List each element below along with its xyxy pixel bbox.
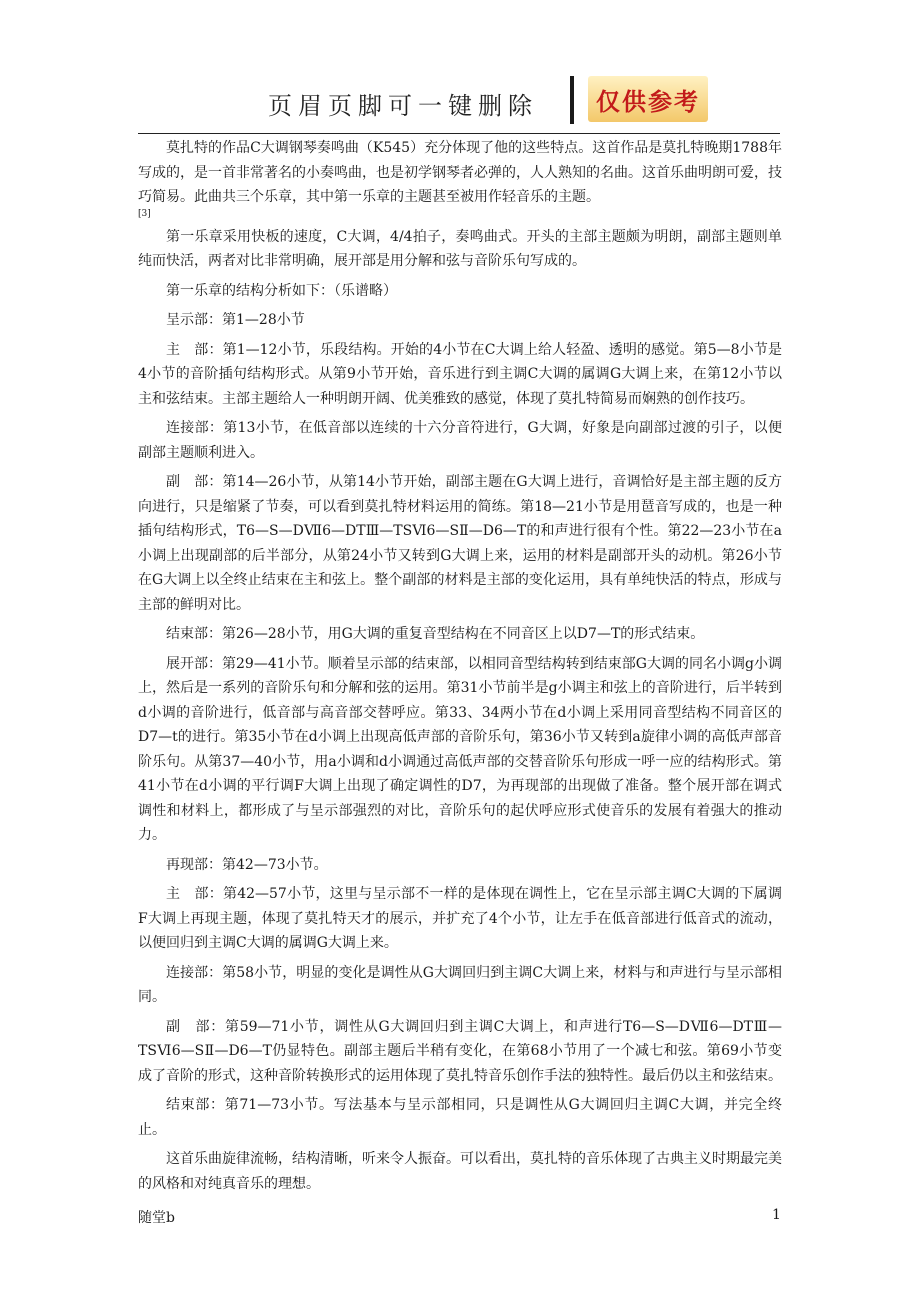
document-body	[138, 136, 782, 1201]
paragraph: 主 部：第1—12小节，乐段结构。开始的4小节在C大调上给人轻盈、透明的感觉。第5—8小节是4小节的音阶插句结构形式。从第9小节开始，音乐进行到主调C大调的属调G大调上来，在第12小节以主和弦结束。主部主题给人一种明朗开阔、优美雅致的感觉，体现了莫扎特简易而娴熟的创作技巧。	[138, 341, 782, 407]
reference-mark: [3]	[138, 208, 151, 219]
footer-label: 随堂b	[138, 1210, 175, 1226]
paragraph: 第一乐章采用快板的速度，C大调，4/4拍子，奏鸣曲式。开头的主部主题颇为明朗，副部主题则单纯而快活，两者对比非常明确，展开部是用分解和弦与音阶乐句写成的。	[138, 228, 782, 269]
paragraph: 呈示部：第1—28小节	[166, 312, 305, 328]
paragraph: 第一乐章的结构分析如下：（乐谱略）	[166, 282, 397, 299]
paragraph: 主 部：第42—57小节，这里与呈示部不一样的是体现在调性上，它在呈示部主调C大调的下属调F大调上再现主题，体现了莫扎特天才的展示，并扩充了4个小节，让左手在低音部进行低音式的流动，以便回归到主调C大调的属调G大调上来。	[138, 886, 782, 951]
paragraph: 结束部：第26—28小节，用G大调的重复音型结构在不同音区上以D7—T的形式结束。	[166, 626, 705, 642]
paragraph: 展开部：第29—41小节。顺着呈示部的结束部，以相同音型结构转到结束部G大调的同名小调g小调上，然后是一系列的音阶乐句和分解和弦的运用。第31小节前半是g小调主和弦上的音阶进行，后半转到d小调的音阶进行，低音部与高音部交替呼应。第33、34两小节在d小调上采用同音型结构不同音区的D7—t的进行。第35小节在d小调上出现高低声部的音阶乐句，第36小节又转到a旋律小调的高低声部音阶乐句。从第37—40小节，用a小调和d小调通过高低声部的交替音阶乐句形成一呼一应的结构形式。第41小节在d小调的平行调F大调上出现了确定调性的D7，为再现部的出现做了准备。整个展开部在调式调性和材料上，都形成了与呈示部强烈的对比，音阶乐句的起伏呼应形式使音乐的发展有着强大的推动力。	[138, 655, 782, 843]
paragraph: 这首乐曲旋律流畅，结构清晰，听来令人振奋。可以看出，莫扎特的音乐体现了古典主义时期最完美的风格和对纯真音乐的理想。	[138, 1151, 782, 1192]
paragraph: 连接部：第58小节，明显的变化是调性从G大调回归到主调C大调上来，材料与和声进行与呈示部相同。	[138, 964, 782, 1005]
reference-only-stamp: 仅供参考	[588, 76, 708, 122]
header-title: 页眉页脚可一键删除	[268, 92, 538, 120]
header-rule	[138, 133, 780, 134]
paragraph: 副 部：第59—71小节，调性从G大调回归到主调C大调上，和声进行T6—S—DⅦ6—DTⅢ—TSⅥ6—SⅡ—D6—T仍显特色。副部主题后半稍有变化，在第68小节用了一个减七和弦。第69小节变成了音阶的形式，这种音阶转换形式的运用体现了莫扎特音乐创作手法的独特性。最后仍以主和弦结束。	[138, 1018, 782, 1084]
paragraph: 连接部：第13小节，在低音部以连续的十六分音符进行，G大调，好象是向副部过渡的引子，以便副部主题顺利进入。	[138, 420, 782, 461]
paragraph: 莫扎特的作品C大调钢琴奏鸣曲（K545）充分体现了他的这些特点。这首作品是莫扎特晚期1788年写成的，是一首非常著名的小奏鸣曲，也是初学钢琴者必弹的，人人熟知的名曲。这首乐曲明朗可爱，技巧简易。此曲共三个乐章，其中第一乐章的主题甚至被用作轻音乐的主题。 [3]	[138, 140, 782, 219]
page-number: 1	[772, 1207, 781, 1223]
paragraph: 副 部：第14—26小节，从第14小节开始，副部主题在G大调上进行，音调恰好是主部主题的反方向进行，只是缩紧了节奏，可以看到莫扎特材料运用的简练。第18—21小节是用琶音写成的，也是一种插句结构形式，T6—S—DⅦ6—DTⅢ—TSⅥ6—SⅡ—D6—T的和声进行很有个性。第22—23小节在a小调上出现副部的后半部分，从第24小节又转到G大调上来，运用的材料是副部开头的动机。第26小节在G大调上以全终止结束在主和弦上。整个副部的材料是主部的变化运用，具有单纯快活的特点，形成与主部的鲜明对比。	[138, 474, 782, 613]
paragraph: 再现部：第42—73小节。	[166, 856, 328, 873]
paragraph: 结束部：第71—73小节。写法基本与呈示部相同，只是调性从G大调回归主调C大调，并完全终止。	[138, 1097, 782, 1138]
header-divider	[570, 76, 574, 124]
page-header	[138, 66, 778, 136]
